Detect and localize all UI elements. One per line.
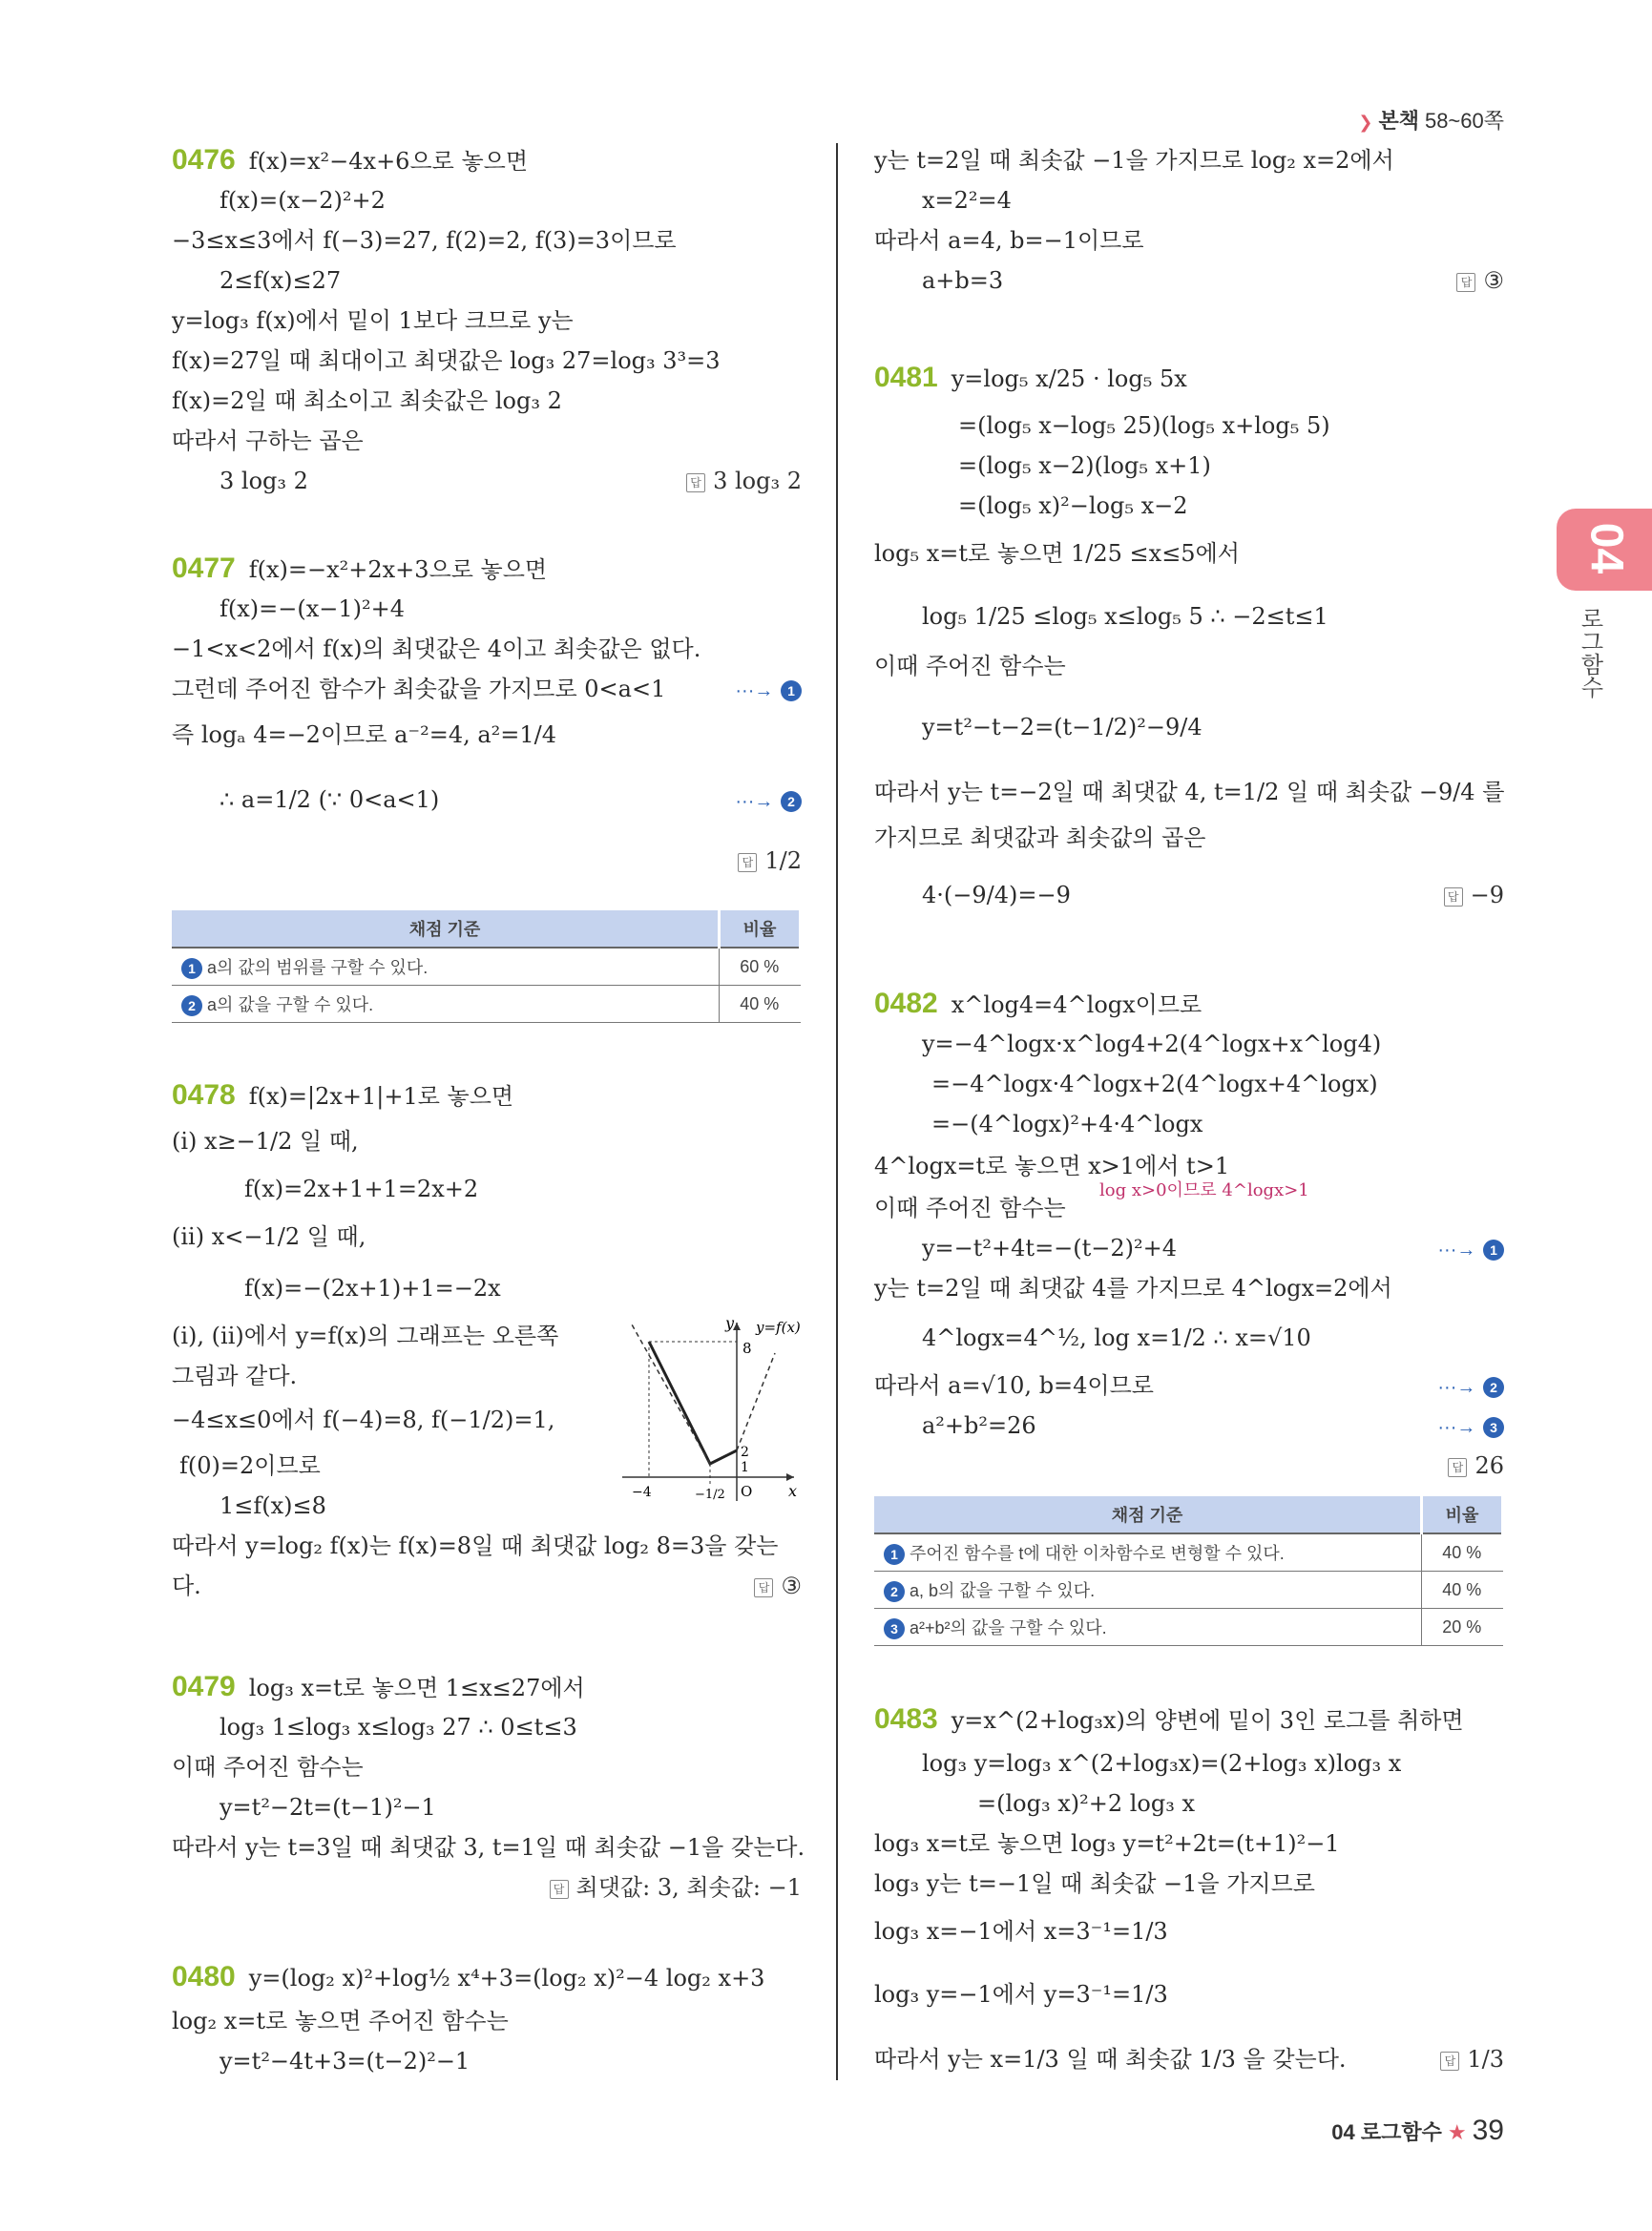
problem-number: 0482 (874, 988, 938, 1019)
answer: 답 3 log₃ 2 (686, 466, 802, 496)
chapter-tab: 04 (1557, 509, 1652, 591)
problem-number: 0481 (874, 362, 938, 393)
answer-mark-icon: 답 (754, 1578, 773, 1597)
table-row: 2 a의 값을 구할 수 있다. 40 % (172, 986, 801, 1023)
column-divider (836, 143, 838, 2080)
chevron-right-icon: ❯ (1358, 113, 1373, 132)
x-axis-arrow-icon (786, 1473, 794, 1481)
graph-solid-segment (649, 1342, 737, 1464)
graph-y-eq-fx (613, 1315, 804, 1506)
table-row: 2 a, b의 값을 구할 수 있다. 40 % (874, 1572, 1503, 1609)
tick-label: 8 (742, 1340, 752, 1357)
page-number: 39 (1472, 2115, 1504, 2146)
answer-mark-icon: 답 (1456, 273, 1475, 292)
tick-label: −1/2 (695, 1488, 725, 1502)
problem-number: 0480 (172, 1961, 236, 1992)
grading-criteria-table: 채점 기준 비율 1 a의 값의 범위를 구할 수 있다. 60 % 2 a의 값을 구할 수 있다. 40 % (172, 910, 802, 1023)
graph-dashed-right (737, 1353, 775, 1450)
answer-mark-icon: 답 (738, 853, 757, 872)
answer: 답 ③ (754, 1571, 802, 1601)
step-2-marker: ···→ 2 (735, 784, 802, 817)
problem-number: 0483 (874, 1703, 938, 1735)
answer: 답 −9 (1444, 880, 1504, 910)
problem-number: 0476 (172, 144, 236, 176)
answer-mark-icon: 답 (686, 473, 705, 492)
star-icon: ★ (1447, 2120, 1467, 2144)
x-label: x (788, 1482, 798, 1500)
step-3-marker: ···→ 3 (1437, 1410, 1504, 1443)
chapter-side-title: 로그함수 (1577, 607, 1602, 698)
step-1-marker: ···→ 1 (735, 674, 802, 706)
answer: 답 1/3 (1440, 2044, 1504, 2075)
function-label: y=f(x) (756, 1319, 801, 1336)
grading-criteria-table: 채점 기준 비율 1 주어진 함수를 t에 대한 이차함수로 변형할 수 있다. 40 % 2 a, b의 값을 구할 수 있다. 40 % 3 a²+b²의 값을 구할 수 있다. 20 % (874, 1496, 1504, 1646)
table-row: 3 a²+b²의 값을 구할 수 있다. 20 % (874, 1609, 1503, 1646)
answer: 답 1/2 (738, 845, 802, 876)
origin-label: O (741, 1483, 753, 1500)
page-reference: ❯ 본책 58~60쪽 (1358, 109, 1504, 133)
answer: 답 ③ (1456, 265, 1504, 296)
answer: 답 26 (1448, 1450, 1504, 1481)
y-axis-arrow-icon (733, 1323, 741, 1330)
answer-mark-icon: 답 (1448, 1458, 1467, 1477)
answer-mark-icon: 답 (550, 1880, 569, 1899)
tick-label: 2 (741, 1445, 749, 1460)
annotation-note: log x>0이므로 4^logx>1 (1099, 1180, 1309, 1200)
problem-number: 0478 (172, 1079, 236, 1111)
page-footer: 04 로그함수 ★ 39 (1331, 2115, 1504, 2146)
step-2-marker: ···→ 2 (1437, 1370, 1504, 1403)
problem-number: 0479 (172, 1671, 236, 1702)
y-label: y (725, 1315, 735, 1332)
tick-label: 1 (741, 1460, 749, 1475)
table-row: 1 주어진 함수를 t에 대한 이차함수로 변형할 수 있다. 40 % (874, 1533, 1503, 1572)
tick-label: −4 (632, 1485, 652, 1500)
answer: 답 최댓값: 3, 최솟값: −1 (550, 1872, 802, 1903)
step-1-marker: ···→ 1 (1437, 1233, 1504, 1265)
problem-number: 0477 (172, 553, 236, 584)
table-row: 1 a의 값의 범위를 구할 수 있다. 60 % (172, 948, 801, 986)
answer-mark-icon: 답 (1444, 887, 1463, 907)
answer-mark-icon: 답 (1440, 2052, 1459, 2071)
